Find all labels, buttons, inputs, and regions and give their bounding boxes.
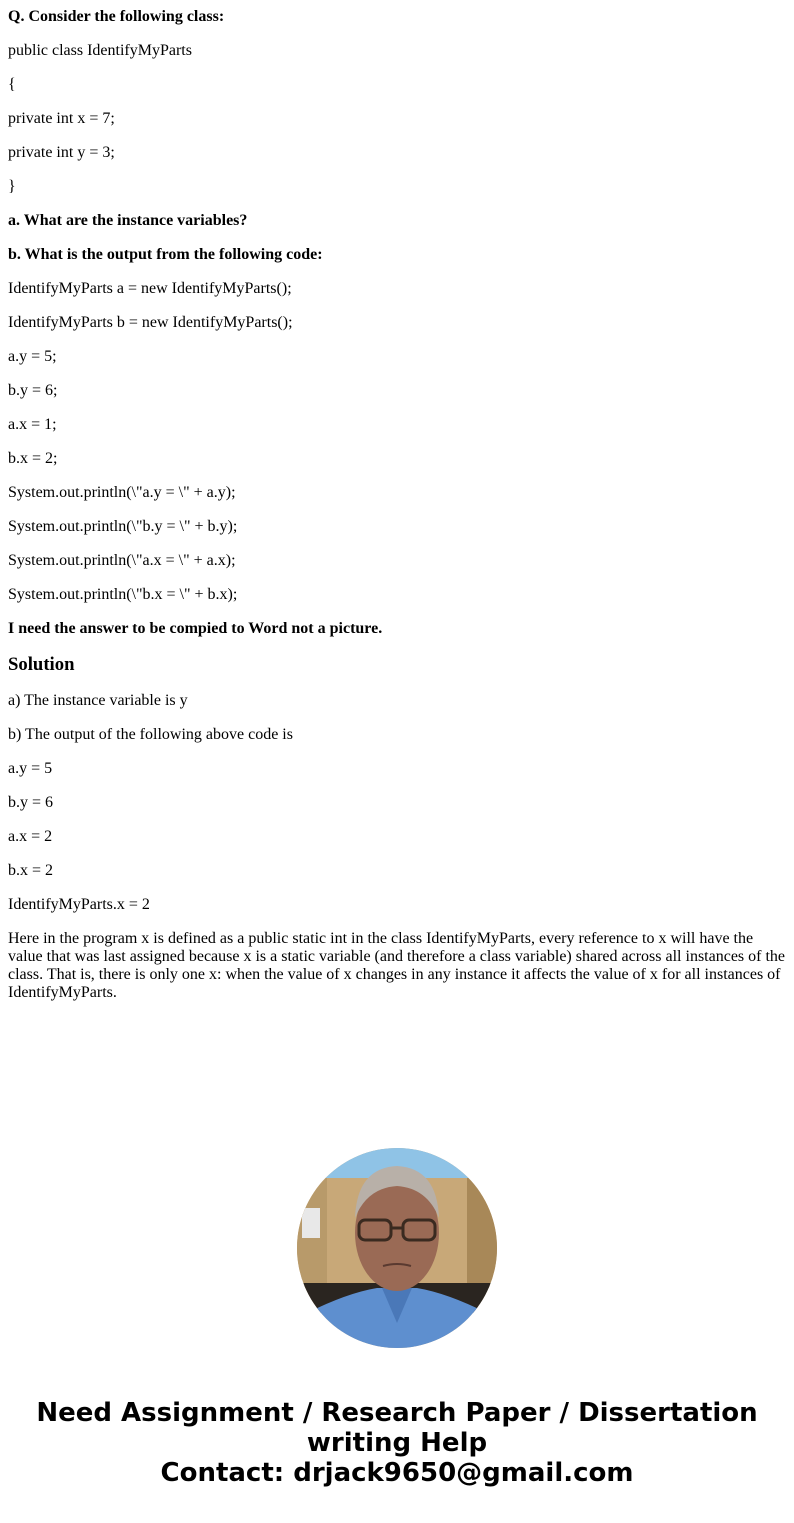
code-line: System.out.println(\"a.y = \" + a.y); bbox=[8, 484, 236, 501]
code-line: } bbox=[8, 178, 16, 195]
code-line: System.out.println(\"a.x = \" + a.x); bbox=[8, 552, 236, 569]
code-line: private int y = 3; bbox=[8, 144, 115, 161]
solution bbox=[8, 654, 786, 1002]
solution-line: a) The instance variable is y bbox=[8, 692, 188, 709]
solution-line: b.y = 6 bbox=[8, 794, 54, 811]
footer-contact: Contact: drjack9650@gmail.com bbox=[160, 1458, 634, 1488]
code-line: public class IdentifyMyParts bbox=[8, 42, 192, 59]
code-line: a.y = 5; bbox=[8, 348, 57, 365]
solution-line: b.x = 2 bbox=[8, 862, 54, 879]
question-title: Q. Consider the following class: bbox=[8, 8, 225, 25]
footer-ad bbox=[8, 1398, 786, 1488]
code-line: a.x = 1; bbox=[8, 416, 57, 433]
solution-line: a.x = 2 bbox=[8, 828, 53, 845]
author-photo-container bbox=[8, 1148, 786, 1348]
footer-line: writing Help bbox=[306, 1428, 488, 1458]
code-line: IdentifyMyParts a = new IdentifyMyParts(); bbox=[8, 280, 292, 297]
code-line: { bbox=[8, 76, 16, 93]
solution-explanation: Here in the program x is defined as a public static int in the class IdentifyMyParts, every reference to x will have the value that was last assigned because x is a static variable (and therefore a class variable) shared across all instances of the class. That is, there is only one x: when the value of x changes in any instance it affects the value of x for all instances of IdentifyMyParts. bbox=[8, 930, 786, 1001]
code-line: b.y = 6; bbox=[8, 382, 58, 399]
code-line: System.out.println(\"b.x = \" + b.x); bbox=[8, 586, 238, 603]
note: I need the answer to be compied to Word not a picture. bbox=[8, 620, 383, 637]
solution-line: IdentifyMyParts.x = 2 bbox=[8, 896, 150, 913]
solution-line: b) The output of the following above code is bbox=[8, 726, 293, 743]
solution-line: a.y = 5 bbox=[8, 760, 53, 777]
code-line: b.x = 2; bbox=[8, 450, 58, 467]
code-line: System.out.println(\"b.y = \" + b.y); bbox=[8, 518, 238, 535]
code-line: IdentifyMyParts b = new IdentifyMyParts(); bbox=[8, 314, 293, 331]
code-line: private int x = 7; bbox=[8, 110, 115, 127]
footer-line: Need Assignment / Research Paper / Dissertation bbox=[36, 1398, 758, 1428]
solution-heading: Solution bbox=[8, 654, 75, 675]
part-b: b. What is the output from the following code: bbox=[8, 246, 323, 263]
part-a: a. What are the instance variables? bbox=[8, 212, 248, 229]
author-photo bbox=[297, 1148, 497, 1348]
question bbox=[8, 8, 786, 638]
